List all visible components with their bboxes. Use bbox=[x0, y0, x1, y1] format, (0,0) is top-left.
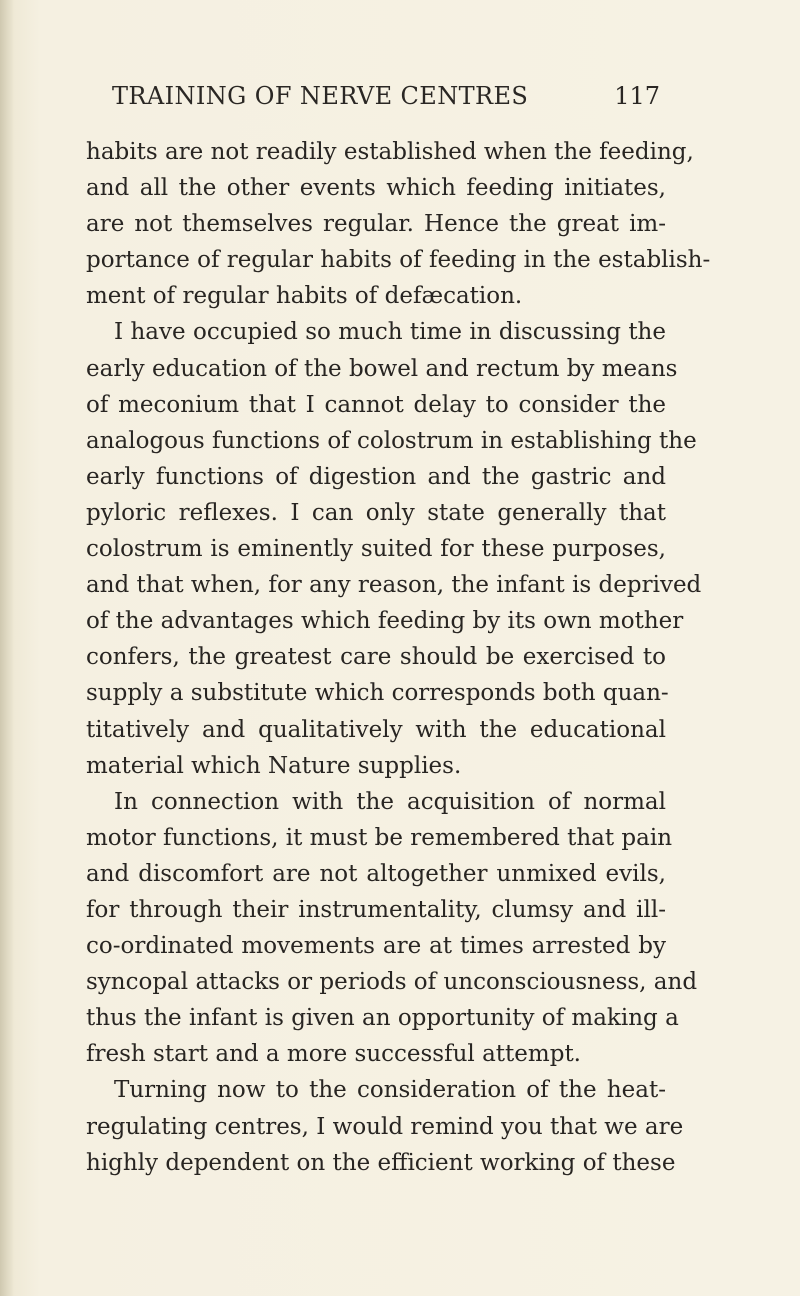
text-line: confers, the greatest care should be exercised to bbox=[86, 644, 666, 671]
text-line: early education of the bowel and rectum by means bbox=[86, 355, 678, 382]
text-line: and discomfort are not altogether unmixed evils, bbox=[86, 860, 666, 887]
text-line: ment of regular habits of defæcation. bbox=[86, 283, 523, 310]
binding-edge bbox=[0, 0, 14, 1296]
text-line: titatively and qualitatively with the educational bbox=[86, 716, 666, 743]
text-line: co-ordinated movements are at times arrested by bbox=[86, 933, 666, 960]
text-line: motor functions, it must be remembered that pain bbox=[86, 824, 673, 851]
text-line: supply a substitute which corresponds both quan- bbox=[86, 680, 669, 707]
text-line: I have occupied so much time in discussing the bbox=[114, 319, 666, 346]
text-line: and all the other events which feeding initiates, bbox=[86, 175, 666, 202]
body-text bbox=[86, 134, 711, 1181]
text-line: are not themselves regular. Hence the great im- bbox=[86, 211, 666, 238]
page-number: 117 bbox=[614, 82, 660, 110]
text-line: analogous functions of colostrum in establishing the bbox=[86, 427, 697, 454]
text-line: regulating centres, I would remind you that we are bbox=[86, 1113, 684, 1140]
page-header bbox=[112, 82, 660, 116]
text-line: material which Nature supplies. bbox=[86, 752, 462, 779]
text-line: fresh start and a more successful attempt. bbox=[86, 1041, 581, 1068]
running-head: TRAINING OF NERVE CENTRES bbox=[112, 82, 529, 110]
text-line: thus the infant is given an opportunity of making a bbox=[86, 1005, 679, 1032]
text-line: of meconium that I cannot delay to consider the bbox=[86, 391, 666, 418]
text-line: In connection with the acquisition of normal bbox=[114, 788, 666, 815]
text-line: Turning now to the consideration of the heat- bbox=[114, 1077, 666, 1104]
text-line: highly dependent on the efficient working of these bbox=[86, 1149, 676, 1176]
text-line: syncopal attacks or periods of unconsciousness, and bbox=[86, 969, 698, 996]
text-line: and that when, for any reason, the infant is deprived bbox=[86, 572, 702, 599]
text-line: early functions of digestion and the gastric and bbox=[86, 463, 666, 490]
text-line: of the advantages which feeding by its own mother bbox=[86, 608, 684, 635]
text-line: habits are not readily established when the feeding, bbox=[86, 139, 694, 165]
text-line: colostrum is eminently suited for these purposes, bbox=[86, 536, 666, 563]
text-line: portance of regular habits of feeding in the establish- bbox=[86, 247, 711, 274]
text-line: pyloric reflexes. I can only state generally that bbox=[86, 499, 666, 526]
text-line: for through their instrumentality, clumsy and ill- bbox=[86, 896, 666, 923]
